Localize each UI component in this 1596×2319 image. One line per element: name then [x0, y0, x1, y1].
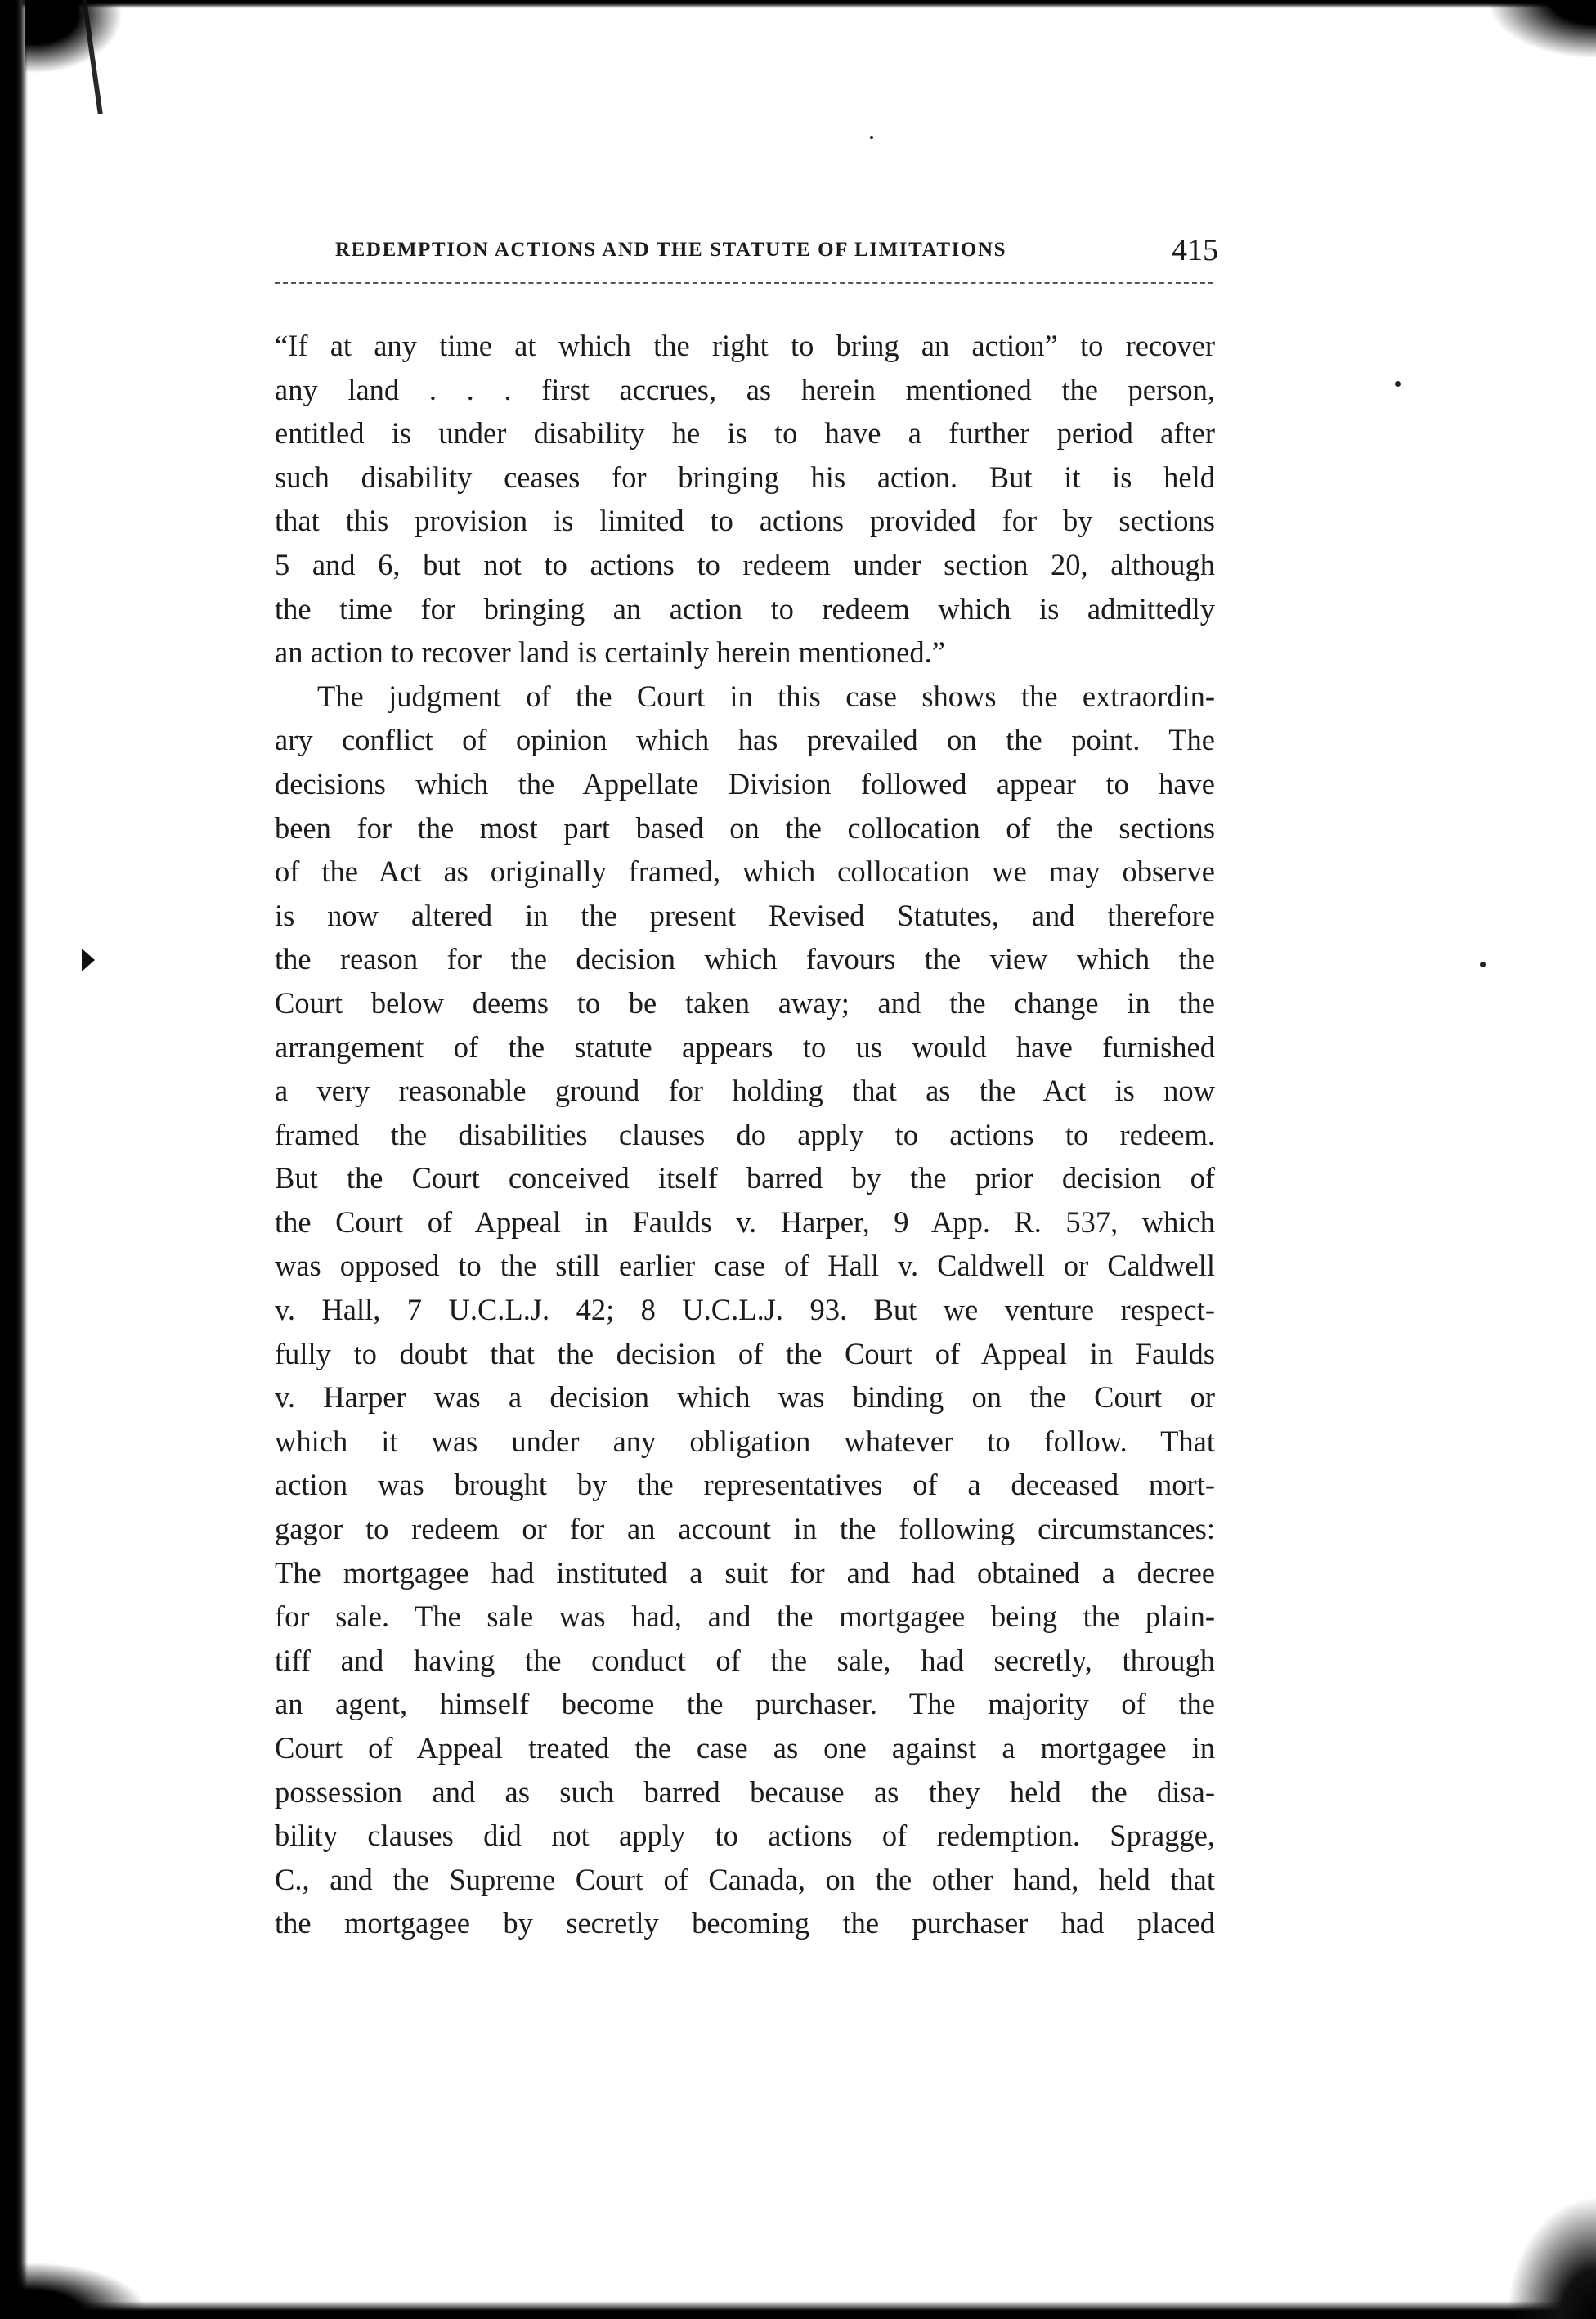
text-line: the Court of Appeal in Faulds v. Harper, 9 App. R. 537, which [275, 1204, 1215, 1239]
text-line: the reason for the decision which favours the view which the [275, 942, 1215, 976]
running-head-title: REDEMPTION ACTIONS AND THE STATUTE OF LIMITATIONS [335, 239, 1007, 261]
scan-left-edge [0, 0, 28, 2319]
scan-top-right-shadow [1490, 0, 1596, 57]
text-line: gagor to redeem or for an account in the following circumstances: [275, 1512, 1215, 1546]
text-line: v. Hall, 7 U.C.L.J. 42; 8 U.C.L.J. 93. But we venture respect- [275, 1293, 1215, 1327]
text-line: Court below deems to be taken away; and the change in the [275, 985, 1215, 1020]
text-line: action was brought by the representatives of a deceased mort- [275, 1468, 1215, 1502]
text-line: tiff and having the conduct of the sale, had secretly, through [275, 1643, 1215, 1677]
text-line: for sale. The sale was had, and the mortgagee being the plain- [275, 1599, 1215, 1634]
text-line: possession and as such barred because as they held the disa- [275, 1774, 1215, 1809]
text-line: such disability ceases for bringing his action. But it is held [275, 460, 1215, 494]
text-line: arrangement of the statute appears to us would have furnished [275, 1029, 1215, 1064]
scan-speck [1480, 962, 1486, 967]
running-head-rule [275, 282, 1213, 284]
text-line: an agent, himself become the purchaser. The majority of the [275, 1687, 1215, 1721]
text-line: The mortgagee had instituted a suit for and had obtained a decree [275, 1555, 1215, 1590]
paragraph-quotation [275, 324, 1215, 675]
scan-bottom-edge [0, 2301, 1596, 2319]
text-line: the time for bringing an action to redeem which is admittedly [275, 591, 1215, 626]
text-line: 5 and 6, but not to actions to redeem under section 20, although [275, 547, 1215, 581]
body-text [275, 324, 1215, 1945]
text-line: “If at any time at which the right to bring an action” to recover [275, 329, 1215, 362]
running-head [335, 232, 1218, 268]
text-line: framed the disabilities clauses do apply to actions to redeem. [275, 1117, 1215, 1151]
paragraph-judgment [275, 675, 1215, 1945]
text-line: ary conflict of opinion which has prevailed on the point. The [275, 723, 1215, 757]
text-line: v. Harper was a decision which was binding on the Court or [275, 1380, 1215, 1415]
scan-top-edge [0, 0, 1596, 8]
text-line: which it was under any obligation whatever to follow. That [275, 1424, 1215, 1458]
text-line: entitled is under disability he is to have a further period after [275, 416, 1215, 451]
text-line: But the Court conceived itself barred by the prior decision of [275, 1161, 1215, 1195]
text-line: was opposed to the still earlier case of Hall v. Caldwell or Caldwell [275, 1249, 1215, 1283]
text-line: decisions which the Appellate Division followed appear to have [275, 766, 1215, 801]
text-line: the mortgagee by secretly becoming the purchaser had placed [275, 1906, 1215, 1940]
text-line: fully to doubt that the decision of the Court of Appeal in Faulds [275, 1336, 1215, 1370]
scan-margin-notch [82, 949, 95, 971]
text-line: Court of Appeal treated the case as one against a mortgagee in [275, 1731, 1215, 1765]
text-line: C., and the Supreme Court of Canada, on the other hand, held that [275, 1862, 1215, 1896]
scan-bottom-right-shadow [1506, 2196, 1596, 2319]
page-number: 415 [1172, 233, 1218, 267]
text-line: an action to recover land is certainly herein mentioned.” [275, 635, 945, 670]
text-line: bility clauses did not apply to actions of redemption. Spragge, [275, 1819, 1215, 1853]
text-line: that this provision is limited to actions provided for by sections [275, 504, 1215, 538]
text-line: is now altered in the present Revised Statutes, and therefore [275, 898, 1215, 932]
text-line: The judgment of the Court in this case shows the extraordin- [317, 679, 1215, 713]
scan-speck [1395, 381, 1401, 387]
text-line: a very reasonable ground for holding that as the Act is now [275, 1074, 1215, 1108]
scan-speck [870, 136, 873, 139]
scan-binding-shadow [82, 0, 136, 114]
text-line: of the Act as originally framed, which collocation we may observe [275, 854, 1215, 889]
scan-bottom-left-shadow [16, 2262, 147, 2311]
text-line: been for the most part based on the collocation of the sections [275, 810, 1215, 845]
text-line: any land . . . first accrues, as herein mentioned the person, [275, 372, 1215, 406]
